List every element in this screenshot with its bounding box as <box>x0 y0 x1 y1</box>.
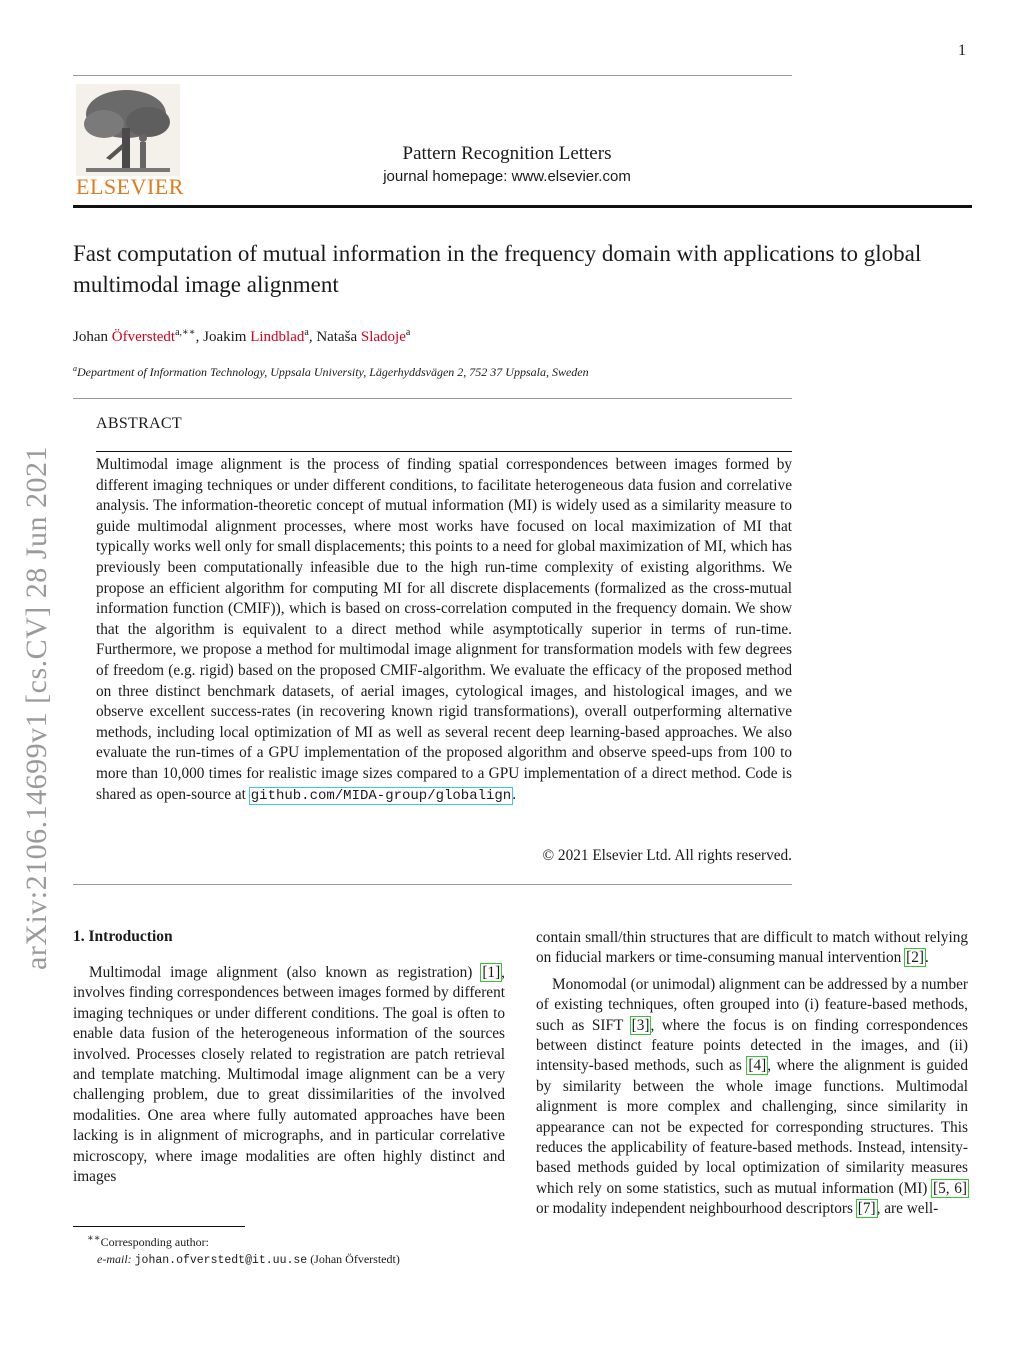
copyright-notice: © 2021 Elsevier Ltd. All rights reserved. <box>542 847 792 864</box>
paragraph <box>536 975 968 1220</box>
affiliation-mark: a <box>73 364 77 373</box>
header-bottom-rule <box>73 205 972 208</box>
footnote <box>73 1230 400 1269</box>
author-affiliation-mark[interactable]: a <box>304 327 309 338</box>
citation-link[interactable]: [7] <box>857 1200 876 1218</box>
citation-link[interactable]: [2] <box>906 949 924 967</box>
abstract-body <box>96 455 792 806</box>
email-address[interactable]: johan.ofverstedt@it.uu.se <box>134 1254 308 1267</box>
author-last-name-link[interactable]: Öfverstedt <box>111 329 176 345</box>
author-first-name: Joakim <box>203 329 247 345</box>
footnote-rule <box>73 1226 245 1227</box>
paragraph-text: , where the alignment is guided by similarity between the whole image functions. Multimodal alignment is more complex and challenging, since similarity in appearance can not be expected for corresponding structures. This reduces the applicability of feature-based methods. Instead, intensity-based methods guided by local optimization of similarity measures which rely on some statistics, such as mutual information (MI) <box>536 1057 968 1197</box>
affiliation-text: Department of Information Technology, Uppsala University, Lägerhyddsvägen 2, 752 37 Uppsala, Sweden <box>77 365 589 379</box>
paragraph-text: Multimodal image alignment (also known as registration) <box>89 964 473 981</box>
author-last-name-link[interactable]: Sladoje <box>360 329 406 345</box>
author-first-name: Johan <box>73 329 108 345</box>
author-affiliation-mark[interactable]: a,∗∗ <box>175 327 196 338</box>
author-list <box>73 327 410 346</box>
footnote-mark: ∗∗ <box>87 1233 101 1244</box>
author-affiliation-mark[interactable]: a <box>405 327 411 338</box>
paragraph-text: , involves finding correspondences between images formed by different imaging techniques or under different conditions. The goal is often to enable data fusion of the heterogeneous information of the sources involved. Processes closely related to registration are patch retrieval and template matching. Multimodal image alignment can be a very challenging problem, due to great dissimilarities of the involved modalities. One area where fully automated approaches have been lacking is in alignment of micrographs, and in particular correlative microscopy, where image modalities are often highly distinct and images <box>73 964 505 1186</box>
abstract-text: Multimodal image alignment is the process of finding spatial correspondences between images formed by different imaging techniques or under different conditions, to facilitate heterogeneous data fusion and correlative analysis. The information-theoretic concept of mutual information (MI) is widely used as a similarity measure to guide multimodal alignment processes, where most works have focused on local maximization of MI that typically works well only for small displacements; this points to a need for global maximization of MI, which has previously been computationally infeasible due to the high run-time complexity of existing algorithms. We propose an efficient algorithm for computing MI for all discrete displacements (formalized as the cross-mutual information function (CMIF)), which is based on cross-correlation computed in the frequency domain. We show that the algorithm is equivalent to a direct method while asymptotically superior in terms of run-time. Furthermore, we propose a method for multimodal image alignment for transformation models with few degrees of freedom (e.g. rigid) based on the proposed CMIF-algorithm. We evaluate the efficacy of the proposed method on three distinct benchmark datasets, of aerial images, cytological images, and histological images, and we observe excellent success-rates (in recovering known rigid transformations), overall outperforming alternative methods, including local optimization of MI as well as several recent deep learning-based approaches. We also evaluate the run-times of a GPU implementation of the proposed algorithm and observe speed-ups from 100 to more than 10,000 times for realistic image sizes compared to a GPU implementation of a direct method. Code is shared as open-source at <box>96 456 792 803</box>
citation-link[interactable]: [1] <box>482 964 501 981</box>
publisher-name: ELSEVIER <box>76 174 184 199</box>
journal-name: Pattern Recognition Letters <box>402 143 612 164</box>
journal-homepage[interactable]: journal homepage: www.elsevier.com <box>383 168 631 185</box>
footnote-label: Corresponding author: <box>100 1235 209 1249</box>
footnote-label-line <box>73 1230 400 1251</box>
email-label: e-mail: <box>97 1252 132 1266</box>
citation-link[interactable]: [5, 6] <box>933 1179 967 1197</box>
arxiv-identifier-stamp: arXiv:2106.14699v1 [cs.CV] 28 Jun 2021 <box>20 446 53 970</box>
paper-title: Fast computation of mutual information in the frequency domain with applications to global multimodal image alignment <box>73 241 922 297</box>
paragraph <box>536 928 968 969</box>
paragraph-text: , are well- <box>876 1200 939 1218</box>
paragraph-text: . <box>925 949 929 967</box>
abstract-bottom-rule <box>73 884 792 885</box>
code-repository-link[interactable]: github.com/MIDA-group/globalign <box>250 787 512 804</box>
citation-link[interactable]: [4] <box>748 1057 767 1075</box>
author-last-name-link[interactable]: Lindblad <box>250 329 305 345</box>
abstract-heading-rule <box>96 451 792 452</box>
header-top-rule <box>73 75 792 76</box>
email-owner: (Johan Öfverstedt) <box>310 1252 400 1266</box>
section-heading-introduction: 1. Introduction <box>73 928 173 945</box>
author-separator: , <box>308 329 317 345</box>
paragraph <box>73 963 505 1187</box>
affiliation <box>73 364 589 380</box>
left-column <box>73 963 505 1187</box>
footnote-email-line <box>73 1251 400 1269</box>
paragraph-text: , where the focus is on finding correspondences between distinct feature points detected in the images, and (ii) intensity-based methods, such as <box>536 1016 969 1075</box>
author-first-name: Nataša <box>316 329 358 345</box>
abstract-end: . <box>512 785 517 803</box>
abstract-heading: ABSTRACT <box>96 415 182 432</box>
paragraph-text: Monomodal (or unimodal) alignment can be addressed by a number of existing techniques, often grouped into (i) feature-based methods, such as SIFT <box>536 975 968 1034</box>
paragraph-text: contain small/thin structures that are difficult to match without relying on fiducial markers or time-consuming manual intervention <box>536 929 968 967</box>
right-column <box>536 928 968 1220</box>
page-number: 1 <box>958 42 966 59</box>
citation-link[interactable]: [3] <box>631 1016 650 1034</box>
paragraph-text: or modality independent neighbourhood descriptors <box>536 1200 853 1218</box>
author-separator: , <box>195 329 204 345</box>
abstract-top-rule <box>73 398 792 399</box>
